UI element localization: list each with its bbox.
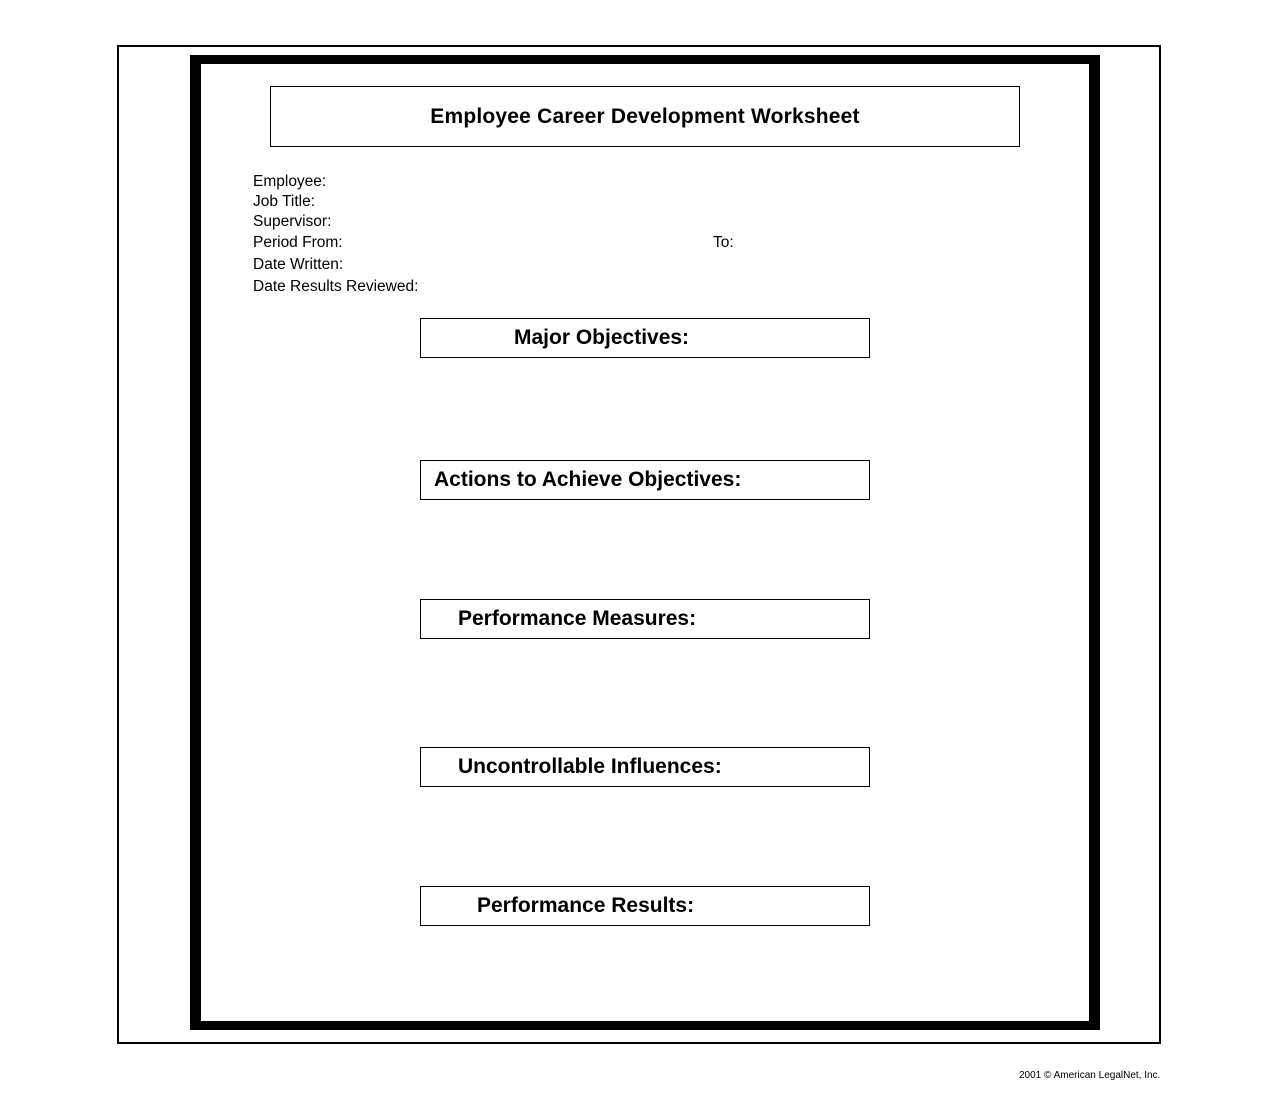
actions-box xyxy=(420,460,870,500)
uncontrollable-influences-box xyxy=(420,747,870,787)
worksheet-title-box xyxy=(270,86,1020,147)
inner-page-border xyxy=(190,55,1100,1030)
performance-results-box xyxy=(420,886,870,926)
performance-measures-box xyxy=(420,599,870,639)
performance-results-heading: Performance Results: xyxy=(477,894,695,917)
copyright-footer: 2001 © American LegalNet, Inc. xyxy=(1019,1070,1161,1081)
employee-label: Employee: xyxy=(253,173,327,190)
actions-heading: Actions to Achieve Objectives: xyxy=(434,468,742,491)
major-objectives-box xyxy=(420,318,870,358)
uncontrollable-influences-heading: Uncontrollable Influences: xyxy=(458,755,722,778)
period-from-label: Period From: xyxy=(253,234,343,251)
period-to-label: To: xyxy=(713,234,734,251)
major-objectives-heading: Major Objectives: xyxy=(514,326,690,349)
date-results-reviewed-label: Date Results Reviewed: xyxy=(253,278,419,295)
supervisor-label: Supervisor: xyxy=(253,213,332,230)
date-written-label: Date Written: xyxy=(253,256,344,273)
job-title-label: Job Title: xyxy=(253,193,316,210)
performance-measures-heading: Performance Measures: xyxy=(458,607,697,630)
worksheet-title: Employee Career Development Worksheet xyxy=(430,104,860,128)
